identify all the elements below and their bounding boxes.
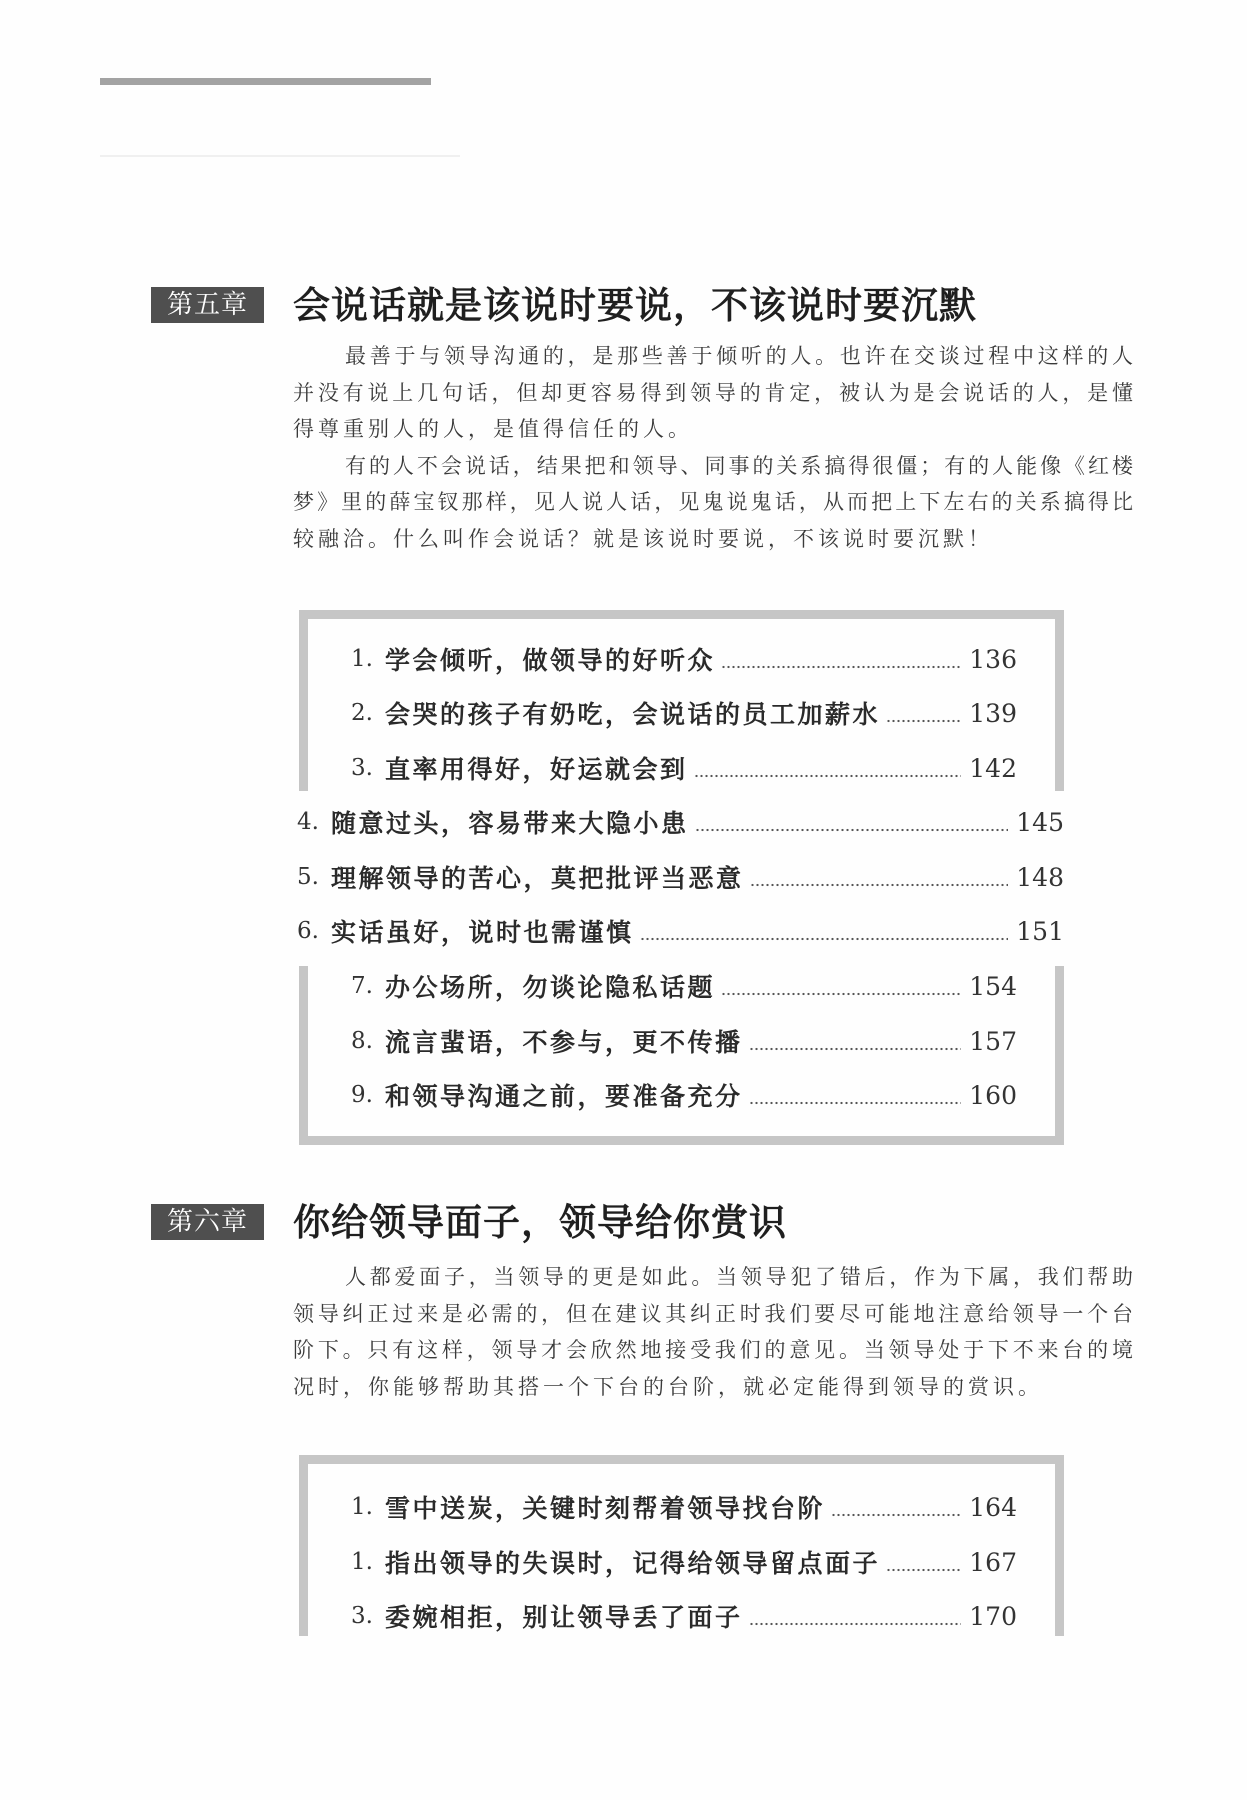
toc-entry-page: 136 [969,644,1017,674]
toc-entry-page: 139 [969,698,1017,728]
toc-dot-leader [831,1513,961,1517]
intro-line: 得尊重别人的人，是值得信任的人。 [293,417,693,442]
toc-dot-leader [749,1622,962,1626]
toc-dot-leader [750,883,1009,887]
chapter-intro [293,1259,1137,1405]
toc-frame-bottom [299,1136,1064,1145]
intro-line: 最善于与领导沟通的，是那些善于倾听的人。也许在交谈过程中这样的人 [345,344,1137,368]
header-faint-rule [100,155,460,157]
toc-frame-left-lower [299,966,308,1145]
chapter-title: 会说话就是该说时要说，不该说时要沉默 [293,283,977,327]
toc-entry-number: 2. [351,700,373,726]
toc-dot-leader [749,1047,962,1051]
toc-entry [297,802,1064,842]
toc-entry-title: 会哭的孩子有奶吃，会说话的员工加薪水 [385,700,881,729]
toc-entry-number: 1. [351,646,373,672]
toc-entry [351,1596,1017,1636]
toc-entry [297,911,1064,951]
toc-entry-page: 170 [969,1601,1017,1631]
toc-entry-number: 4. [297,809,319,835]
intro-line: 较融洽。什么叫作会说话？就是该说时要说，不该说时要沉默！ [293,526,993,551]
toc-dot-leader [694,774,962,778]
toc-entry-page: 148 [1016,862,1064,892]
toc-frame-top [299,1455,1064,1464]
toc-dot-leader [886,719,961,723]
toc-entry-number: 1. [351,1549,373,1575]
toc-entry-number: 6. [297,918,319,944]
toc-entry-title: 实话虽好，说时也需谨慎 [331,918,634,947]
toc-entry-title: 指出领导的失误时，记得给领导留点面子 [385,1549,881,1578]
toc-frame-right-upper [1055,610,1064,791]
header-bar [100,78,431,85]
toc-entry-page: 167 [969,1547,1017,1577]
toc-entry-page: 142 [969,753,1017,783]
toc-entry-number: 3. [351,755,373,781]
toc-entry-title: 随意过头，容易带来大隐小患 [331,809,689,838]
toc-entry-page: 151 [1016,916,1064,946]
intro-line: 领导纠正过来是必需的，但在建议其纠正时我们要尽可能地注意给领导一个台 [293,1301,1137,1326]
toc-entry-number: 5. [297,864,319,890]
toc-dot-leader [886,1568,961,1572]
toc-entry-number: 9. [351,1082,373,1108]
toc-dot-leader [695,828,1009,832]
toc-entry-title: 流言蜚语，不参与，更不传播 [385,1028,743,1057]
toc-frame-right [1055,1455,1064,1636]
toc-entry [351,639,1017,679]
intro-line: 人都爱面子，当领导的更是如此。当领导犯了错后，作为下属，我们帮助 [345,1265,1137,1289]
toc-entry-title: 理解领导的苦心，莫把批评当恶意 [331,864,744,893]
toc-dot-leader [749,1101,962,1105]
toc-entry-title: 学会倾听，做领导的好听众 [385,646,716,675]
intro-line: 并没有说上几句话，但却更容易得到领导的肯定，被认为是会说话的人，是懂 [293,380,1137,405]
toc-entry-number: 3. [351,1603,373,1629]
toc-frame-top [299,610,1064,619]
chapter-label: 第五章 [151,287,264,323]
chapter-label: 第六章 [151,1204,264,1240]
toc-entry [351,1075,1017,1115]
toc-dot-leader [640,937,1009,941]
toc-entry [351,1487,1017,1527]
toc-entry-title: 直率用得好，好运就会到 [385,755,688,784]
toc-entry-page: 160 [969,1080,1017,1110]
intro-line: 阶下。只有这样，领导才会欣然地接受我们的意见。当领导处于下不来台的境 [293,1338,1137,1363]
toc-entry [351,1021,1017,1061]
intro-line: 况时，你能够帮助其搭一个下台的台阶，就必定能得到领导的赏识。 [293,1374,1043,1399]
toc-frame-right-lower [1055,966,1064,1145]
toc-entry-title: 雪中送炭，关键时刻帮着领导找台阶 [385,1494,826,1523]
toc-entry-title: 委婉相拒，别让领导丢了面子 [385,1603,743,1632]
toc-entry-title: 和领导沟通之前，要准备充分 [385,1082,743,1111]
toc-entry-page: 157 [969,1026,1017,1056]
toc-frame-left [299,1455,308,1636]
toc-dot-leader [721,665,961,669]
toc-entry-number: 1. [351,1494,373,1520]
toc-entry [297,857,1064,897]
toc-entry-title: 办公场所，勿谈论隐私话题 [385,973,716,1002]
toc-entry [351,748,1017,788]
toc-entry-number: 8. [351,1028,373,1054]
toc-dot-leader [721,992,961,996]
toc-entry [351,966,1017,1006]
toc-entry-page: 164 [969,1492,1017,1522]
toc-entry [351,693,1017,733]
toc-entry [351,1542,1017,1582]
toc-entry-page: 145 [1016,807,1064,837]
chapter-intro [293,338,1137,558]
intro-line: 梦》里的薛宝钗那样，见人说人话，见鬼说鬼话，从而把上下左右的关系搞得比 [293,490,1137,515]
toc-entry-page: 154 [969,971,1017,1001]
toc-frame-left-upper [299,610,308,791]
toc-entry-number: 7. [351,973,373,999]
intro-line: 有的人不会说话，结果把和领导、同事的关系搞得很僵；有的人能像《红楼 [345,453,1136,478]
chapter-title: 你给领导面子，领导给你赏识 [293,1200,787,1244]
